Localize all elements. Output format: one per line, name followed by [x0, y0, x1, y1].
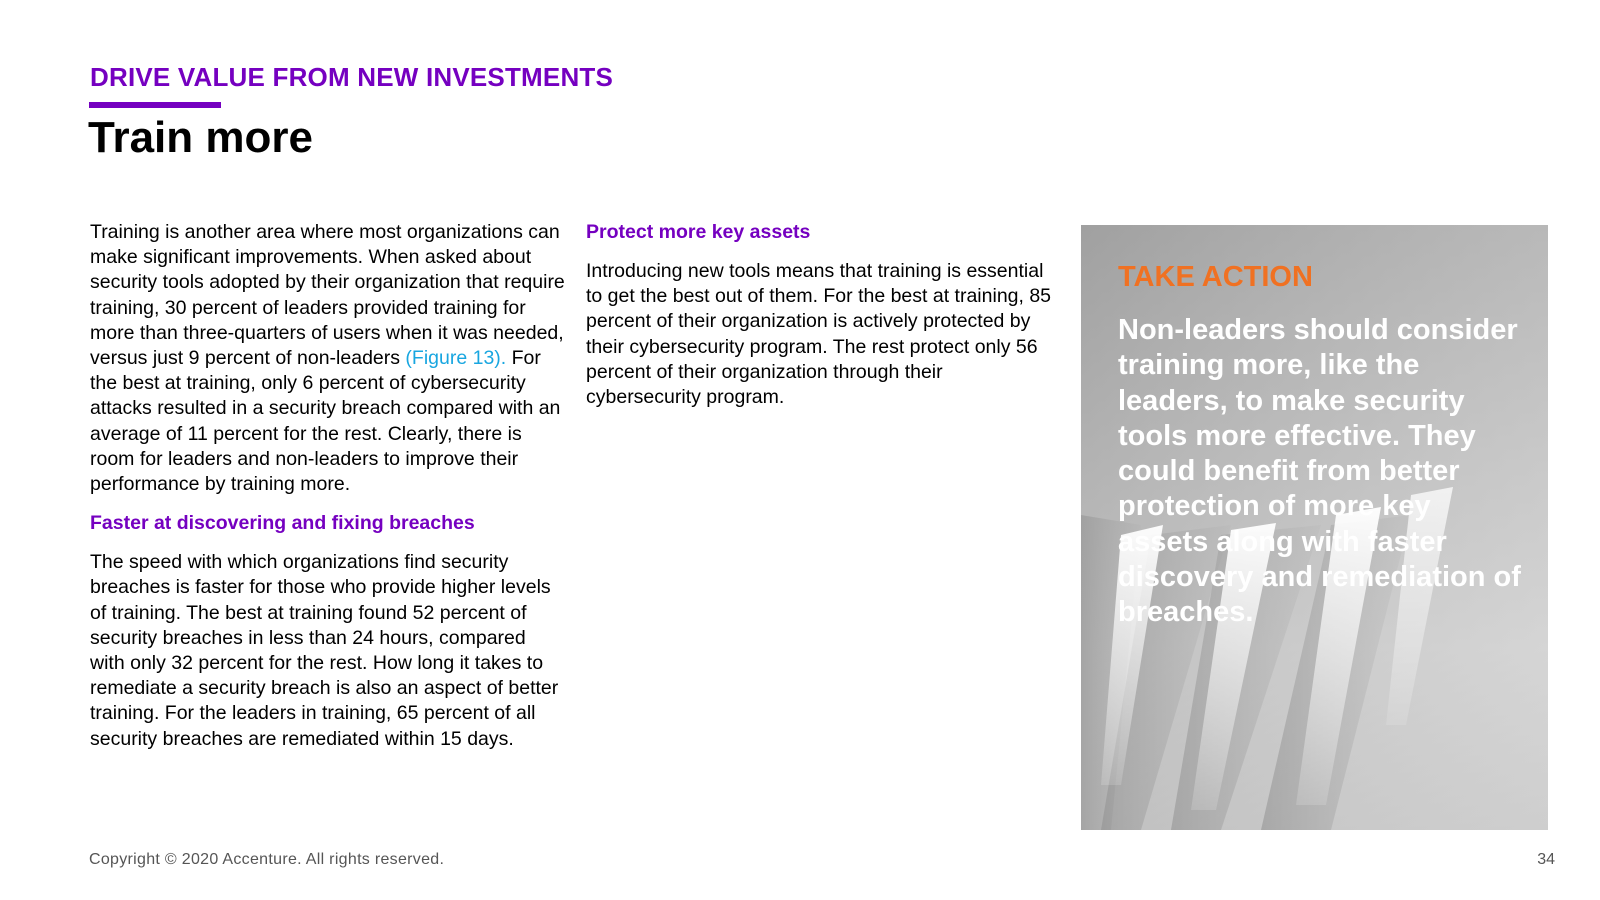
subhead-protect-assets: Protect more key assets: [586, 221, 811, 243]
intro-paragraph: [90, 220, 565, 497]
page-number: 34: [1537, 851, 1555, 868]
copyright-notice: Copyright © 2020 Accenture. All rights reserved.: [89, 851, 445, 868]
section-label: DRIVE VALUE FROM NEW INVESTMENTS: [90, 62, 614, 92]
protect-paragraph: Introducing new tools means that training is essential to get the best out of them. For the best at training, 85 percent of their organization is actively protected by their cybersecurity program. The rest protect only 56 percent of their organization through their cybersecurity program.: [586, 260, 1052, 409]
figure-13-link[interactable]: (Figure 13).: [405, 347, 507, 370]
column-two: [586, 220, 1056, 424]
take-action-panel: [1081, 225, 1548, 830]
page-title: Train more: [88, 113, 313, 162]
discovery-paragraph: The speed with which organizations find security breaches is faster for those who provide higher levels of training. The best at training found 52 percent of security breaches in less than 24 hours, compared with only 32 percent for the rest. How long it takes to remediate a security breach is also an aspect of better training. For the leaders in training, 65 percent of all security breaches are remediated within 15 days.: [90, 551, 559, 750]
intro-text-start: Training is another area where most organizations can make significant improvements. When asked about security tools adopted by their organization that require training, 30 percent of leaders provided training for more than three-quarters of users when it was needed, versus just 9 percent of non-leaders: [90, 221, 565, 370]
subhead-faster-discovery: Faster at discovering and fixing breaches: [90, 512, 475, 535]
intro-text-end: For the best at training, only 6 percent of cybersecurity attacks resulted in a security breach compared with an average of 11 percent for the rest. Clearly, there is room for leaders and non-leaders to improve their performance by training more.: [90, 347, 561, 496]
column-one: [90, 220, 565, 766]
take-action-text: Non-leaders should consider training more, like the leaders, to make security tools more effective. They could benefit from better protection of more key assets along with faster discovery and remediation of breaches.: [1118, 314, 1521, 629]
take-action-label: TAKE ACTION: [1118, 261, 1313, 293]
section-underline: [89, 102, 221, 108]
